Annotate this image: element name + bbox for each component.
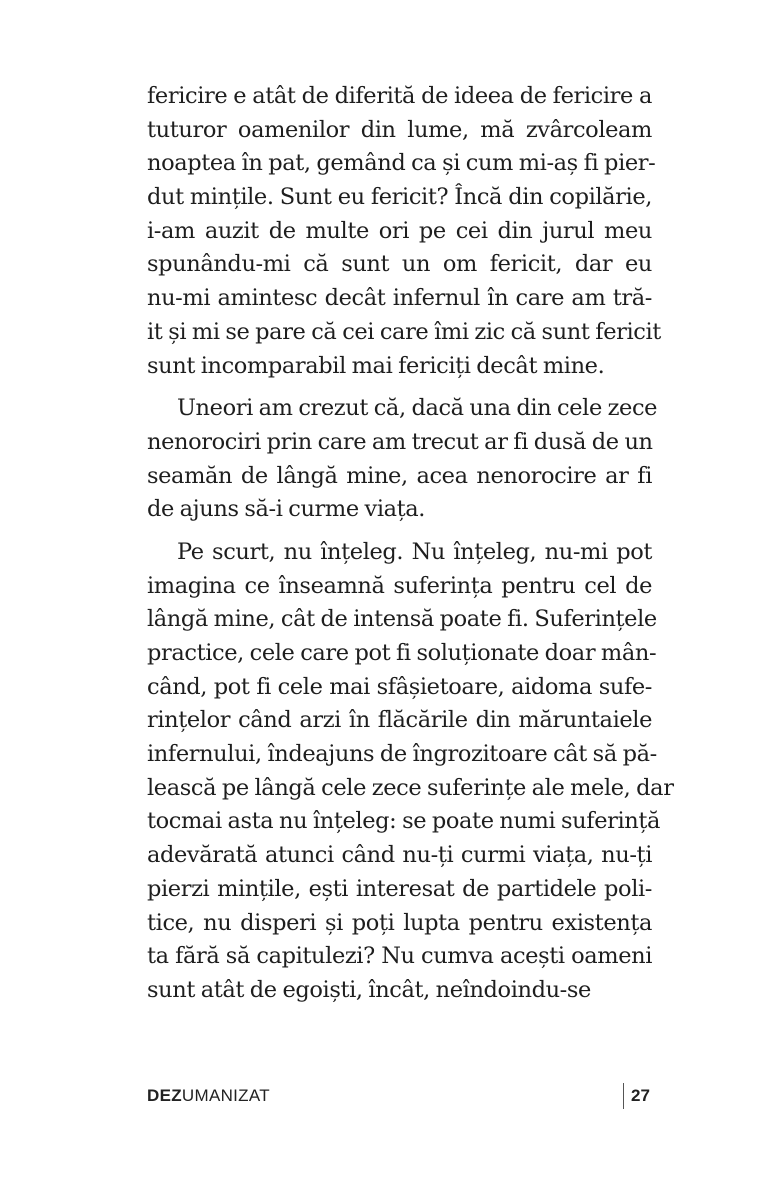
text-line: tuturor oamenilor din lume, mă zvârcoleam <box>147 116 652 143</box>
title-rest: UMANIZAT <box>181 1086 270 1105</box>
text-line: spunându-mi că sunt un om fericit, dar eu <box>147 251 652 278</box>
text-line: sunt atât de egoiști, încât, neîndoindu-se <box>147 976 591 1003</box>
text-line: adevărată atunci când nu-ți curmi viața, nu-ți <box>147 842 652 869</box>
page-number: 27 <box>631 1086 650 1105</box>
paragraph <box>147 392 658 527</box>
text-line: seamăn de lângă mine, acea nenorocire ar fi <box>147 462 652 489</box>
text-line: dut mințile. Sunt eu fericit? Încă din copilărie, <box>147 184 652 211</box>
text-line: nenorociri prin care am trecut ar fi dusă de un <box>147 428 653 455</box>
text-line: rințelor când arzi în flăcările din măruntaiele <box>147 707 652 734</box>
paragraph <box>147 536 674 1008</box>
footer-divider <box>623 1083 624 1109</box>
text-line: ta fără să capitulezi? Nu cumva acești oameni <box>147 943 652 970</box>
text-line: Pe scurt, nu înțeleg. Nu înțeleg, nu-mi pot <box>177 538 652 565</box>
text-line: fericire e atât de diferită de ideea de fericire a <box>147 83 652 109</box>
text-line: tocmai asta nu înțeleg: se poate numi suferință <box>147 808 661 835</box>
text-line: imagina ce înseamnă suferința pentru cel de <box>147 572 652 599</box>
text-line: pierzi mințile, ești interesat de partidele poli- <box>147 875 652 902</box>
text-line: sunt incomparabil mai fericiți decât mine. <box>147 352 605 379</box>
text-line: i-am auzit de multe ori pe cei din jurul meu <box>147 217 652 244</box>
text-line: lângă mine, cât de intensă poate fi. Suferințele <box>147 606 657 633</box>
running-title <box>147 1086 270 1106</box>
paragraph <box>147 80 661 383</box>
text-line: când, pot fi cele mai sfâșietoare, aidoma sufe- <box>147 673 652 700</box>
text-line: de ajuns să-i curme viața. <box>147 496 426 523</box>
page-footer <box>147 1083 652 1109</box>
text-line: tice, nu disperi și poți lupta pentru existența <box>147 909 652 936</box>
body-text <box>147 80 674 1017</box>
text-line: practice, cele care pot fi soluționate doar mân- <box>147 640 657 666</box>
text-line: lească pe lângă cele zece suferințe ale mele, dar <box>147 774 674 801</box>
title-bold: DEZ <box>147 1086 182 1105</box>
text-line: noaptea în pat, gemând ca și cum mi-aș fi pier- <box>147 150 656 177</box>
text-line: it și mi se pare că cei care îmi zic că sunt fericit <box>147 318 661 345</box>
text-line: Uneori am crezut că, dacă una din cele zece <box>177 395 658 422</box>
text-line: nu-mi amintesc decât infernul în care am tră- <box>147 285 652 312</box>
text-line: infernului, îndeajuns de îngrozitoare cât să pă- <box>147 741 657 768</box>
